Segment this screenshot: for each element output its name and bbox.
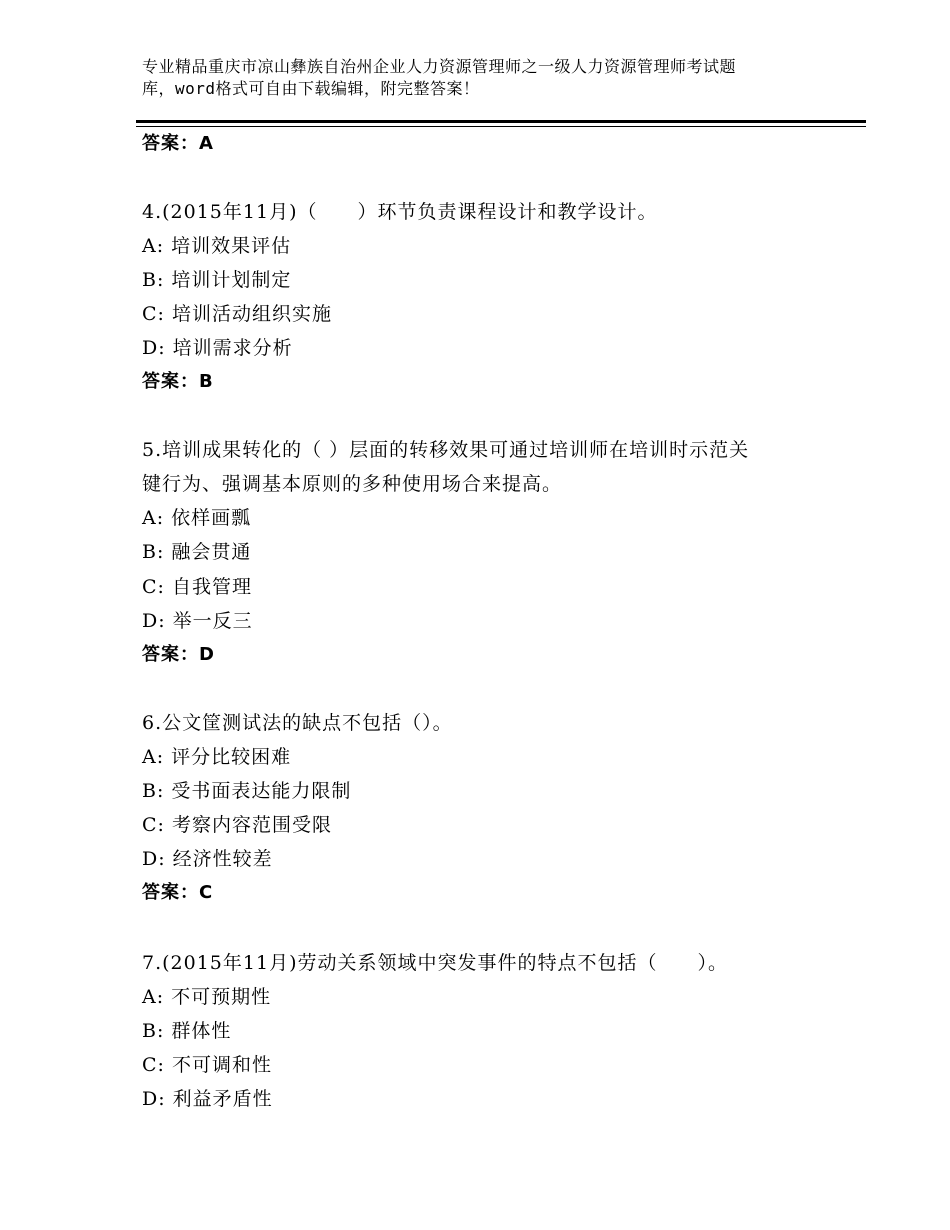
q6-answer: 答案：C: [142, 882, 214, 903]
q5-answer: 答案：D: [142, 644, 215, 665]
q7-stem: 7.(2015年11月)劳动关系领域中突发事件的特点不包括（ ）。: [142, 952, 728, 974]
q7-option-b: B: 群体性: [142, 1020, 232, 1042]
q6-option-a: A: 评分比较困难: [142, 746, 292, 768]
header-line-2: 库，word格式可自由下载编辑，附完整答案！: [142, 79, 480, 98]
q5-stem-line-1: 5.培训成果转化的（ ）层面的转移效果可通过培训师在培训时示范关: [142, 439, 750, 461]
q4-option-c: C: 培训活动组织实施: [142, 303, 332, 325]
q6-option-b: B: 受书面表达能力限制: [142, 780, 352, 802]
q4-option-b: B: 培训计划制定: [142, 269, 292, 291]
q4-answer: 答案：B: [142, 371, 214, 392]
q5-stem-line-2: 键行为、强调基本原则的多种使用场合来提高。: [142, 473, 563, 495]
q4-option-a: A: 培训效果评估: [142, 235, 292, 257]
q5-option-c: C: 自我管理: [142, 576, 252, 598]
q6-option-c: C: 考察内容范围受限: [142, 814, 332, 836]
q4-stem: 4.(2015年11月)（ ）环节负责课程设计和教学设计。: [142, 201, 658, 223]
prev-answer: 答案：A: [142, 133, 214, 154]
q6-stem: 6.公文筐测试法的缺点不包括（）。: [142, 712, 453, 734]
q4-option-d: D: 培训需求分析: [142, 337, 293, 359]
q6-option-d: D: 经济性较差: [142, 848, 273, 870]
q7-option-d: D: 利益矛盾性: [142, 1088, 273, 1110]
q5-option-b: B: 融会贯通: [142, 541, 252, 563]
q7-option-a: A: 不可预期性: [142, 986, 272, 1008]
header-rule-thin: [136, 126, 866, 127]
header-rule-thick: [136, 120, 866, 123]
q5-option-a: A: 依样画瓢: [142, 507, 252, 529]
page-header: [142, 56, 832, 100]
header-line-1: 专业精品重庆市凉山彝族自治州企业人力资源管理师之一级人力资源管理师考试题: [142, 57, 737, 76]
q7-option-c: C: 不可调和性: [142, 1054, 272, 1076]
q5-option-d: D: 举一反三: [142, 610, 253, 632]
